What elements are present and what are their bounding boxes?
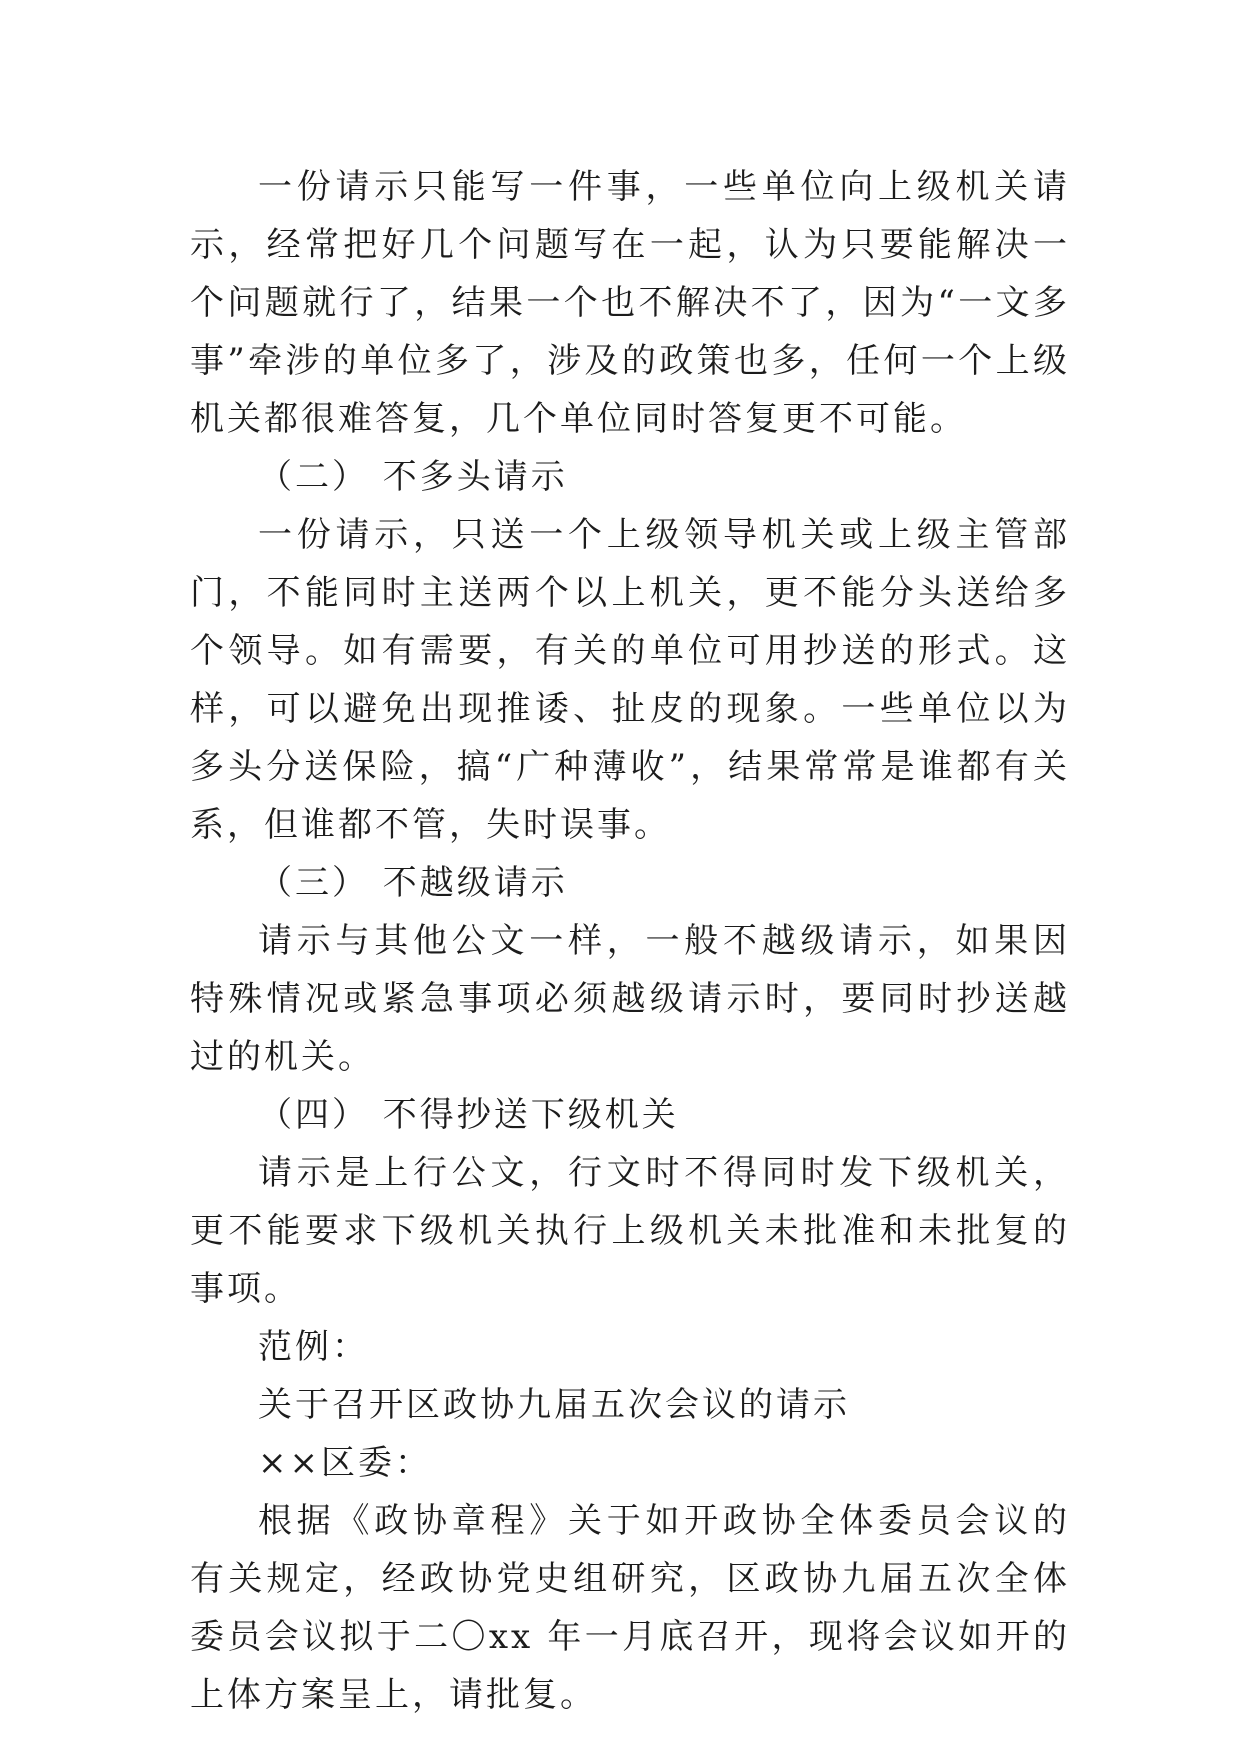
section-heading-2: （二） 不多头请示 [258, 457, 568, 497]
example-body: 根据《政协章程》关于如开政协全体委员会议的有关规定，经政协党史组研究，区政协九届五次全体委员会议拟于二〇xx 年一月底召开，现将会议如开的上体方案呈上，请批复。 [190, 1501, 1070, 1715]
section-heading-3: （三） 不越级请示 [258, 863, 568, 903]
paragraph-single-recipient: 一份请示，只送一个上级领导机关或上级主管部门，不能同时主送两个以上机关，更不能分头送给多个领导。如有需要，有关的单位可用抄送的形式。这样，可以避免出现推诿、扯皮的现象。一些单位以为多头分送保险，搞“广种薄收”，结果常常是谁都有关系，但谁都不管，失时误事。 [190, 515, 1070, 845]
paragraph-one-matter: 一份请示只能写一件事，一些单位向上级机关请示，经常把好几个问题写在一起，认为只要能解决一个问题就行了，结果一个也不解决不了，因为“一文多事”牵涉的单位多了，涉及的政策也多，任何一个上级机关都很难答复，几个单位同时答复更不可能。 [190, 167, 1070, 439]
example-title: 关于召开区政协九届五次会议的请示 [258, 1385, 850, 1425]
document-body [190, 158, 1070, 1724]
paragraph-no-skip-level: 请示与其他公文一样，一般不越级请示，如果因特殊情况或紧急事项必须越级请示时，要同时抄送越过的机关。 [190, 921, 1070, 1077]
paragraph-no-lower-copy: 请示是上行公文，行文时不得同时发下级机关，更不能要求下级机关执行上级机关未批准和未批复的事项。 [190, 1153, 1070, 1309]
example-label: 范例： [258, 1327, 369, 1367]
example-addressee: ××区委： [258, 1443, 432, 1483]
section-heading-4: （四） 不得抄送下级机关 [258, 1095, 679, 1135]
